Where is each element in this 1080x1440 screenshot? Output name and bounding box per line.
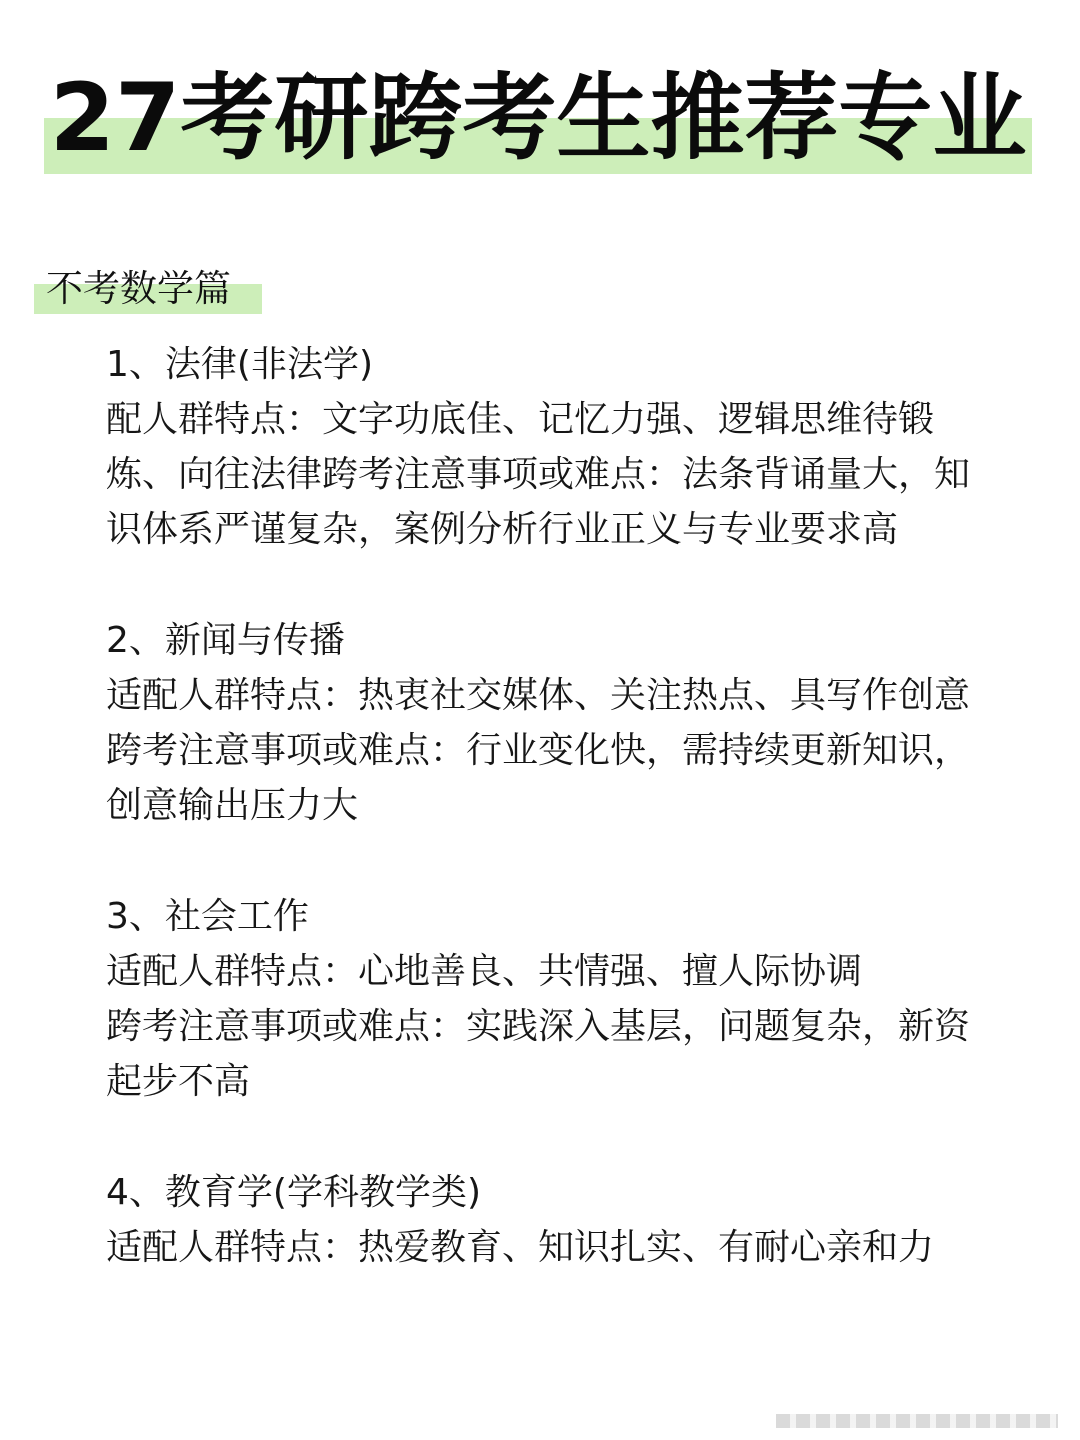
major-item-social-work bbox=[106, 889, 986, 1109]
page-title-block bbox=[44, 58, 1032, 180]
section-label bbox=[34, 260, 231, 318]
major-suitable-people: 适配人群特点：热衷社交媒体、关注热点、具写作创意 bbox=[106, 675, 971, 716]
major-suitable-people: 适配人群特点：热爱教育、知识扎实、有耐心亲和力 bbox=[106, 1227, 935, 1268]
major-title: 2、新闻与传播 bbox=[106, 620, 345, 661]
page-title: 27考研跨考生推荐专业 bbox=[49, 64, 1027, 173]
major-title: 4、教育学(学科教学类) bbox=[106, 1172, 481, 1213]
major-difficulties: 跨考注意事项或难点：行业变化快，需持续更新知识，创意输出压力大 bbox=[106, 730, 971, 826]
major-item-law bbox=[106, 337, 986, 557]
watermark bbox=[776, 1414, 1058, 1428]
major-list bbox=[106, 337, 986, 1331]
major-title: 3、社会工作 bbox=[106, 896, 309, 937]
major-title: 1、法律(非法学) bbox=[106, 344, 373, 385]
major-description: 配人群特点：文字功底佳、记忆力强、逻辑思维待锻炼、向往法律跨考注意事项或难点：法条背诵量大，知识体系严谨复杂，案例分析行业正义与专业要求高 bbox=[106, 399, 971, 550]
major-item-journalism bbox=[106, 613, 986, 833]
section-label-text: 不考数学篇 bbox=[46, 267, 231, 310]
major-difficulties: 跨考注意事项或难点：实践深入基层，问题复杂，新资起步不高 bbox=[106, 1006, 971, 1102]
major-suitable-people: 适配人群特点：心地善良、共情强、擅人际协调 bbox=[106, 951, 863, 992]
major-item-education bbox=[106, 1165, 986, 1275]
